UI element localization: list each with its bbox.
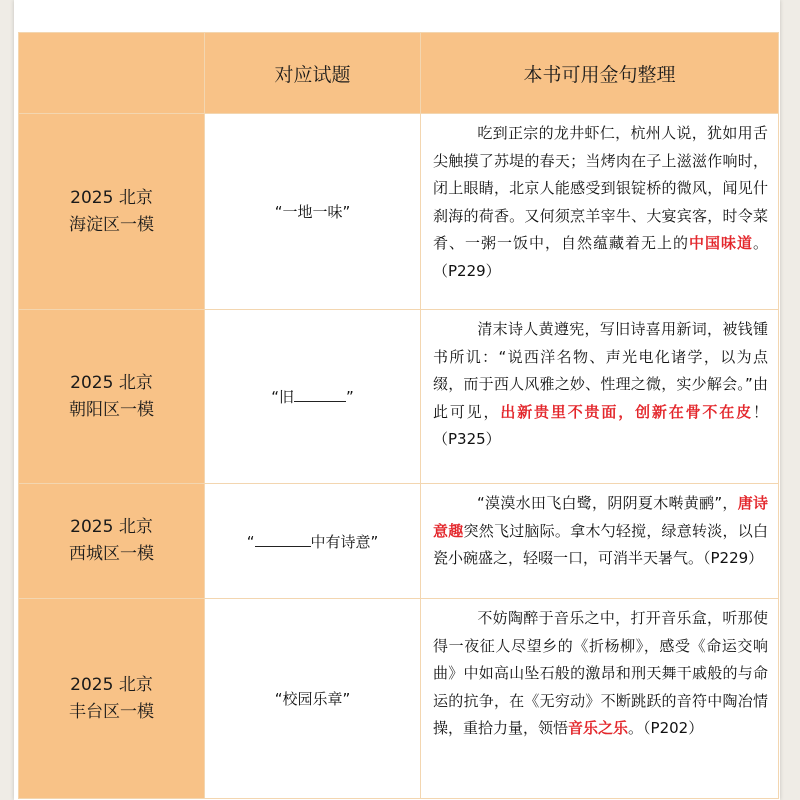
table-row <box>19 310 779 484</box>
topic-cell <box>205 310 421 484</box>
topic-text-start: “ <box>246 532 255 551</box>
quote-cell <box>421 114 779 310</box>
exam-year-city: 2025 北京 <box>70 674 153 695</box>
header-blank-cell <box>19 33 205 114</box>
quote-page-ref: 。（P202） <box>628 719 704 738</box>
quote-text: 不妨陶醉于音乐之中，打开音乐盒，听那使得一夜征人尽望乡的《折杨柳》，感受《命运交响曲》中如高山坠石般的激昂和刑天舞干戚般的与命运的抗争，在《无穷动》不断跳跃的音符中陶冶情操，重拾力量，领悟 <box>433 609 768 738</box>
quote-highlight: 出新贵里不贵面，创新在骨不在皮 <box>500 402 753 421</box>
table-row <box>19 484 779 599</box>
quote-highlight: 唐诗意趣 <box>433 494 768 540</box>
quote-cell <box>421 484 779 599</box>
quote-page-ref: 突然飞过脑际。拿木勺轻搅，绿意转淡，以白瓷小碗盛之，轻啜一口，可消半天暑气。（P229） <box>433 521 768 568</box>
table-header-row <box>19 33 779 114</box>
topic-cell <box>205 484 421 599</box>
quote-cell <box>421 310 779 484</box>
topic-blank <box>255 532 311 547</box>
exam-year-city: 2025 北京 <box>70 372 153 393</box>
quote-text: “漠漠水田飞白鹭，阴阴夏木啭黄鹂”， <box>477 494 738 512</box>
topic-cell <box>205 599 421 799</box>
quote-page-ref: ！（P325） <box>433 402 768 449</box>
exam-district: 丰台区一模 <box>69 701 154 722</box>
quote-highlight: 中国味道 <box>688 234 753 253</box>
header-quotes: 本书可用金句整理 <box>421 33 779 114</box>
quote-highlight: 音乐之乐 <box>568 719 629 738</box>
topic-blank <box>294 388 346 403</box>
topic-cell <box>205 114 421 310</box>
exam-district: 西城区一模 <box>69 544 154 564</box>
topic-text-end: 中有诗意” <box>310 532 379 551</box>
region-cell <box>19 484 205 599</box>
quote-text: 清末诗人黄遵宪，写旧诗喜用新词，被钱锺书所讥：“说西洋名物、声光电化诸学，以为点缀，而于西人风雅之妙、性理之微，实少解会。”由此可见， <box>433 320 768 421</box>
quote-page-ref: 。（P229） <box>433 234 768 280</box>
quote-cell <box>421 599 779 799</box>
topic-text: “一地一味” <box>274 203 351 221</box>
region-cell <box>19 114 205 310</box>
table-row <box>19 114 779 310</box>
exam-district: 朝阳区一模 <box>69 399 154 420</box>
topic-text-end: ” <box>346 388 354 406</box>
quote-table <box>18 32 779 799</box>
region-cell <box>19 599 205 799</box>
quote-text: 吃到正宗的龙井虾仁，杭州人说，犹如用舌尖触摸了苏堤的春天；当烤肉在子上滋滋作响时，闭上眼睛，北京人能感受到银锭桥的微风，闻见什刹海的荷香。又何须烹羊宰牛、大宴宾客，时令菜肴、一粥一饭中，自然蕴藏着无上的 <box>433 124 768 253</box>
region-cell <box>19 310 205 484</box>
exam-year-city: 2025 北京 <box>70 187 153 208</box>
header-topic: 对应试题 <box>205 33 421 114</box>
topic-text: “校园乐章” <box>274 690 351 708</box>
exam-district: 海淀区一模 <box>69 214 154 235</box>
topic-text-start: “旧 <box>271 388 294 406</box>
table-row <box>19 599 779 799</box>
document-page <box>14 0 780 800</box>
exam-year-city: 2025 北京 <box>70 517 153 537</box>
